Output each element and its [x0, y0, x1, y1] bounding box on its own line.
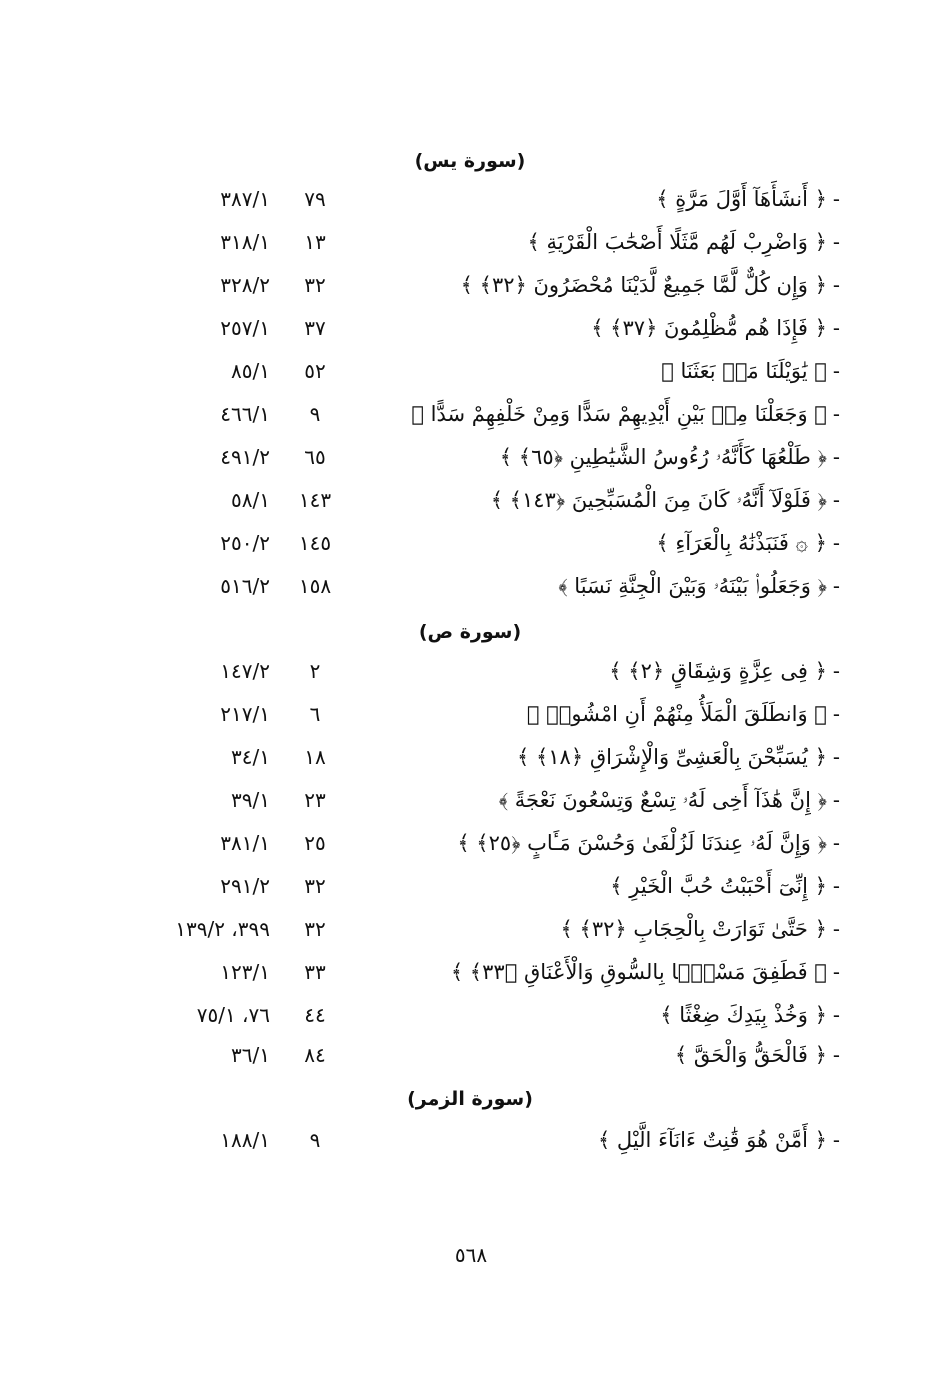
ayah-number: ١٤٥ [298, 531, 332, 555]
ayah-number: ٨٤ [304, 1043, 326, 1067]
table-row [0, 222, 942, 262]
volume-page-ref: ٣٢٨/٢ [220, 273, 270, 297]
verse-text: -﴿ وَاضْرِبْ لَهُم مَّثَلًا أَصْحَٰبَ الْقَرْيَةِ ﴾ [527, 230, 840, 254]
table-row [0, 651, 942, 691]
table-row [0, 179, 942, 219]
ayah-number: ٣٣ [304, 960, 326, 984]
ayah-number: ٢ [309, 659, 321, 683]
volume-page-ref: ٣٨٧/١ [220, 187, 270, 211]
verse-text: -﴿ فَإِذَا هُم مُّظْلِمُونَ ﴿٣٧﴾ ﴾ [591, 316, 840, 340]
table-row [0, 523, 942, 563]
table-row [0, 694, 942, 734]
verse-text: -﴿ فَالْحَقُّ وَالْحَقَّ ﴾ [674, 1043, 840, 1067]
section-title-zumar: (سورة الزمر) [407, 1088, 533, 1110]
verse-text: -﴿ حَتَّىٰ تَوَارَتْ بِالْحِجَابِ ﴿٣٢﴾ ﴾ [560, 917, 840, 941]
ayah-number: ٩ [309, 402, 321, 426]
table-row [0, 480, 942, 520]
ayah-number: ١٣ [304, 230, 326, 254]
ayah-number: ٢٥ [304, 831, 326, 855]
volume-page-ref: ٢٥٧/١ [220, 316, 270, 340]
section-title-yasin: (سورة يس) [414, 150, 526, 172]
verse-text: -﴿ فَلَوْلَآ أَنَّهُۥ كَانَ مِنَ الْمُسَبِّحِينَ ﴿١٤٣﴾ ﴾ [490, 488, 840, 512]
volume-page-ref: ٤٩١/٢ [220, 445, 270, 469]
ayah-number: ٣٢ [304, 917, 326, 941]
table-row [0, 265, 942, 305]
ayah-number: ٣٧ [304, 316, 326, 340]
verse-text: -﴿ وَانطَلَقَ الْمَلَأُ مِنْهُمْ أَنِ امْشُوا۟ ﴾ [526, 702, 840, 726]
ayah-number: ٣٢ [304, 874, 326, 898]
ayah-number: ٦٥ [304, 445, 326, 469]
verse-text: -﴿ أَنشَأَهَآ أَوَّلَ مَرَّةٍ ﴾ [656, 187, 840, 211]
ayah-number: ٥٢ [304, 359, 326, 383]
volume-page-ref: ٢١٧/١ [220, 702, 270, 726]
table-row [0, 866, 942, 906]
ayah-number: ٦ [309, 702, 321, 726]
volume-page-ref: ٣٦/١ [231, 1043, 270, 1067]
table-row [0, 1035, 942, 1075]
volume-page-ref: ٣٤/١ [231, 745, 270, 769]
verse-text: -﴿ يَٰوَيْلَنَا مَنۢ بَعَثَنَا ﴾ [661, 359, 840, 383]
volume-page-ref: ٣٩/١ [231, 788, 270, 812]
verse-text: -﴿ إِنَّ هَٰذَآ أَخِى لَهُۥ تِسْعٌ وَتِسْعُونَ نَعْجَةً ﴾ [498, 788, 840, 812]
verse-text: -﴿ أَمَّنْ هُوَ قَٰنِتٌ ءَانَآءَ الَّيْلِ ﴾ [597, 1128, 840, 1152]
page-number: ٥٦٨ [454, 1243, 488, 1267]
verse-text: -﴿ فَطَفِقَ مَسْحًۢا بِالسُّوقِ وَالْأَعْنَاقِ ﴿٣٣﴾ ﴾ [450, 960, 840, 984]
table-row [0, 1120, 942, 1160]
volume-page-ref: ٥١٦/٢ [220, 574, 270, 598]
table-row [0, 952, 942, 992]
verse-text: -﴿ وَإِنَّ لَهُۥ عِندَنَا لَزُلْفَىٰ وَحُسْنَ مَـَٔابٍ ﴿٢٥﴾ ﴾ [457, 831, 840, 855]
table-row [0, 780, 942, 820]
table-row [0, 351, 942, 391]
section-title-sad: (سورة ص) [418, 621, 522, 643]
ayah-number: ١٨ [304, 745, 326, 769]
table-row [0, 394, 942, 434]
volume-page-ref: ١٤٧/٢ [220, 659, 270, 683]
volume-page-ref: ٣١٨/١ [220, 230, 270, 254]
verse-text: -﴿ يُسَبِّحْنَ بِالْعَشِىِّ وَالْإِشْرَاقِ ﴿١٨﴾ ﴾ [516, 745, 840, 769]
verse-text: -﴿ وَإِن كُلٌّ لَّمَّا جَمِيعٌ لَّدَيْنَا مُحْضَرُونَ ﴿٣٢﴾ ﴾ [460, 273, 840, 297]
volume-page-ref: ٥٨/١ [231, 488, 270, 512]
volume-page-ref: ٧٦، ٧٥/١ [196, 1003, 270, 1027]
table-row [0, 909, 942, 949]
verse-text: -﴿ وَجَعَلُوا۟ بَيْنَهُۥ وَبَيْنَ الْجِنَّةِ نَسَبًا ﴾ [558, 574, 840, 598]
table-row [0, 737, 942, 777]
verse-text: -﴿ إِنِّىٓ أَحْبَبْتُ حُبَّ الْخَيْرِ ﴾ [610, 874, 840, 898]
ayah-number: ٩ [309, 1128, 321, 1152]
table-row [0, 566, 942, 606]
verse-text: -﴿ وَجَعَلْنَا مِنۢ بَيْنِ أَيْدِيهِمْ سَدًّا وَمِنْ خَلْفِهِمْ سَدًّا ﴾ [411, 402, 840, 426]
table-row [0, 437, 942, 477]
volume-page-ref: ١٨٨/١ [220, 1128, 270, 1152]
ayah-number: ٧٩ [304, 187, 326, 211]
table-row [0, 995, 942, 1035]
volume-page-ref: ٣٨١/١ [220, 831, 270, 855]
volume-page-ref: ٨٥/١ [231, 359, 270, 383]
verse-text: -﴿ طَلْعُهَا كَأَنَّهُۥ رُءُوسُ الشَّيَٰطِينِ ﴿٦٥﴾ ﴾ [499, 445, 840, 469]
verse-text: -﴿ ۞ فَنَبَذْنَٰهُ بِالْعَرَآءِ ﴾ [656, 531, 840, 555]
ayah-number: ١٥٨ [298, 574, 332, 598]
ayah-number: ١٤٣ [298, 488, 332, 512]
volume-page-ref: ٢٩١/٢ [220, 874, 270, 898]
verse-text: -﴿ فِى عِزَّةٍ وَشِقَاقٍ ﴿٢﴾ ﴾ [609, 659, 840, 683]
volume-page-ref: ٤٦٦/١ [220, 402, 270, 426]
ayah-number: ٤٤ [304, 1003, 326, 1027]
volume-page-ref: ١٢٣/١ [220, 960, 270, 984]
volume-page-ref: ٣٩٩، ١٣٩/٢ [175, 917, 270, 941]
ayah-number: ٣٢ [304, 273, 326, 297]
ayah-number: ٢٣ [304, 788, 326, 812]
table-row [0, 308, 942, 348]
volume-page-ref: ٢٥٠/٢ [220, 531, 270, 555]
verse-text: -﴿ وَخُذْ بِيَدِكَ ضِغْثًا ﴾ [660, 1003, 840, 1027]
table-row [0, 823, 942, 863]
